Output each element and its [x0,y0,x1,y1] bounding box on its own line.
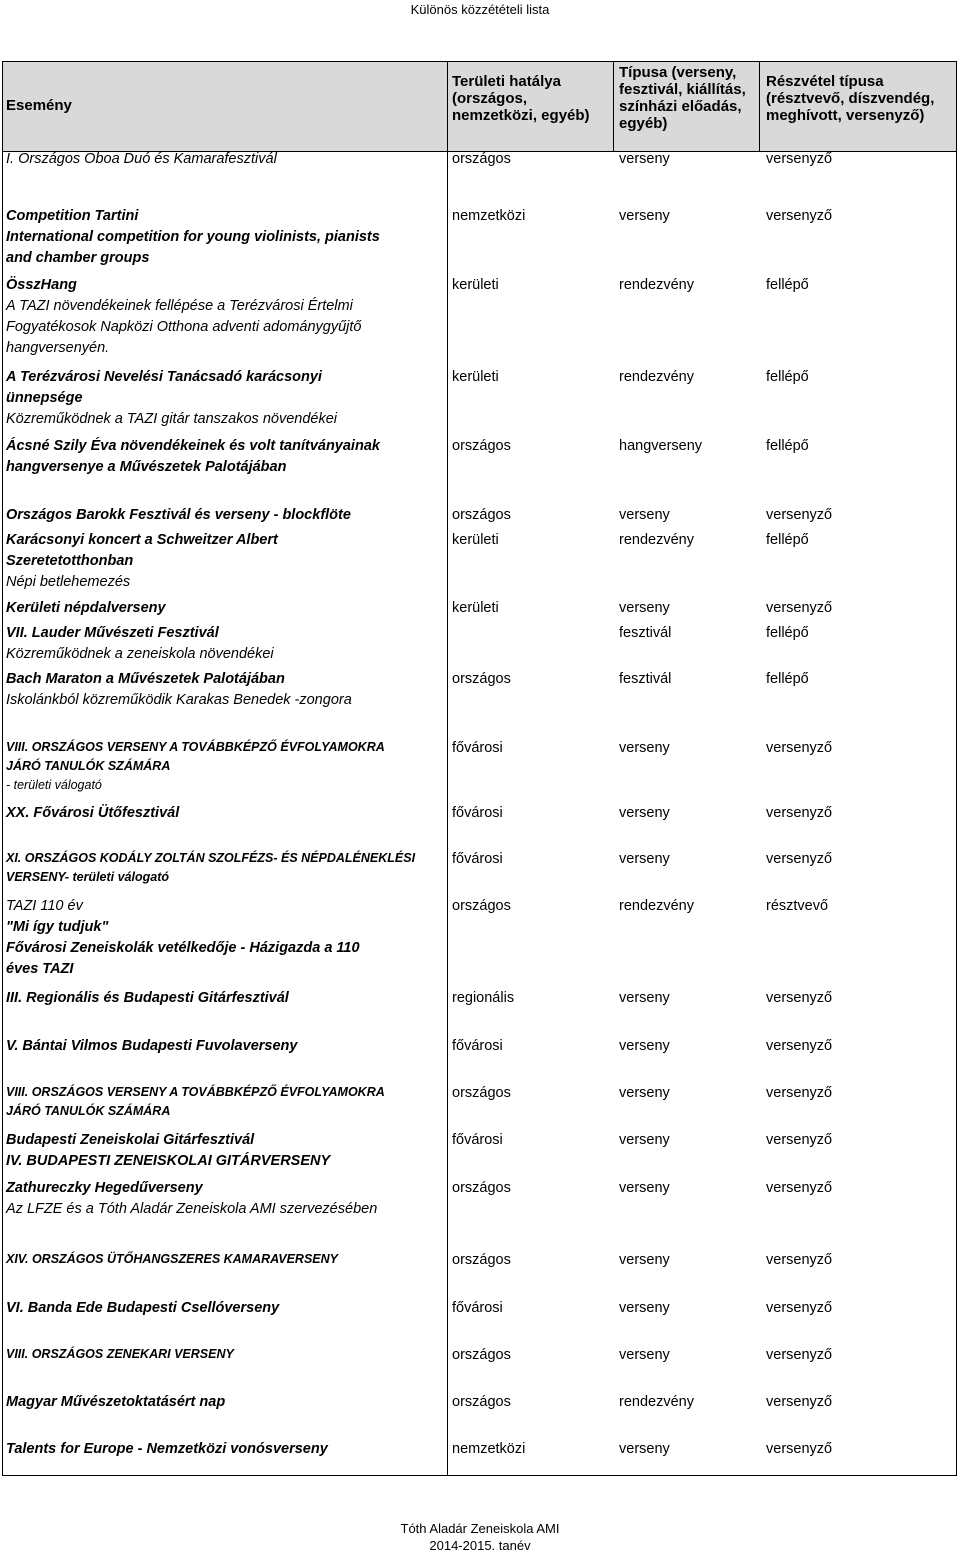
type-cell: verseny [619,1180,670,1196]
participation-cell: fellépő [766,671,809,687]
participation-cell: fellépő [766,532,809,548]
type-cell: verseny [619,1132,670,1148]
type-cell: verseny [619,740,670,756]
event-cell: III. Regionális és Budapesti Gitárfesztivál [6,990,289,1006]
type-cell: verseny [619,1300,670,1316]
header-event: Esemény [6,97,72,114]
participation-cell: versenyző [766,1132,833,1148]
participation-cell: fellépő [766,369,809,385]
event-cell: Kerületi népdalverseny [6,600,166,616]
participation-cell: versenyző [766,990,833,1006]
event-cell: Zathureczky Hegedűverseny Az LFZE és a Tóth Aladár Zeneiskola AMI szervezésében [6,1180,378,1217]
scope-cell: országos [452,1394,511,1410]
event-cell: Ácsné Szily Éva növendékeinek és volt tanítványainak hangversenye a Művészetek Palotájában [6,438,380,475]
event-cell: XIV. ORSZÁGOS ÜTŐHANGSZERES KAMARAVERSENY [6,1252,338,1266]
participation-cell: versenyző [766,1394,833,1410]
event-cell: Budapesti Zeneiskolai Gitárfesztivál IV. BUDAPESTI ZENEISKOLAI GITÁRVERSENY [6,1132,331,1169]
type-cell: verseny [619,1038,670,1054]
participation-cell: versenyző [766,740,833,756]
event-cell: A Terézvárosi Nevelési Tanácsadó karácsonyi ünnepsége Közreműködnek a TAZI gitár tanszakos növendékei [6,369,337,427]
event-cell: Bach Maraton a Művészetek Palotájában Iskolánkból közreműködik Karakas Benedek -zongora [6,671,352,708]
scope-cell: országos [452,1180,511,1196]
scope-cell: kerületi [452,277,499,293]
participation-cell: versenyző [766,1441,833,1457]
scope-cell: fővárosi [452,805,503,821]
event-cell: ÖsszHang A TAZI növendékeinek fellépése a Terézvárosi Értelmi Fogyatékosok Napközi Otthona adventi adománygyűjtő hangversenyén. [6,277,362,356]
footer-year: 2014-2015. tanév [429,1538,531,1553]
type-cell: verseny [619,507,670,523]
event-cell: I. Országos Oboa Duó és Kamarafesztivál [6,151,277,167]
type-cell: verseny [619,600,670,616]
type-cell: fesztivál [619,625,672,641]
type-cell: verseny [619,208,670,224]
type-cell: rendezvény [619,898,694,914]
type-cell: verseny [619,1085,670,1101]
event-cell: XI. ORSZÁGOS KODÁLY ZOLTÁN SZOLFÉZS- ÉS NÉPDALÉNEKLÉSI VERSENY- területi válogató [6,851,416,884]
participation-cell: fellépő [766,438,809,454]
column-divider [447,62,448,1475]
type-cell: rendezvény [619,277,694,293]
header-participation: Részvétel típusa (résztvevő, díszvendég, meghívott, versenyző) [766,73,935,124]
participation-cell: versenyző [766,151,833,167]
event-cell: VIII. ORSZÁGOS VERSENY A TOVÁBBKÉPZŐ ÉVFOLYAMOKRA JÁRÓ TANULÓK SZÁMÁRA [6,1085,385,1118]
event-cell: VIII. ORSZÁGOS VERSENY A TOVÁBBKÉPZŐ ÉVFOLYAMOKRA JÁRÓ TANULÓK SZÁMÁRA - területi válogató [6,740,385,792]
type-cell: verseny [619,1441,670,1457]
participation-cell: fellépő [766,277,809,293]
participation-cell: fellépő [766,625,809,641]
type-cell: fesztivál [619,671,672,687]
scope-cell: regionális [452,990,515,1006]
participation-cell: versenyző [766,1085,833,1101]
participation-cell: versenyző [766,1300,833,1316]
participation-cell: versenyző [766,1252,833,1268]
scope-cell: országos [452,671,511,687]
scope-cell: országos [452,1085,511,1101]
participation-cell: versenyző [766,1180,833,1196]
event-cell: VII. Lauder Művészeti Fesztivál Közreműködnek a zeneiskola növendékei [6,625,274,662]
footer-school: Tóth Aladár Zeneiskola AMI [400,1521,560,1536]
scope-cell: országos [452,438,511,454]
event-cell: TAZI 110 év "Mi így tudjuk" Fővárosi Zeneiskolák vetélkedője - Házigazda a 110 éves TAZI [6,898,360,977]
column-divider [759,62,760,151]
scope-cell: országos [452,898,511,914]
page-title: Különös közzétételi lista [410,2,550,17]
scope-cell: kerületi [452,369,499,385]
scope-cell: kerületi [452,532,499,548]
type-cell: verseny [619,851,670,867]
participation-cell: versenyző [766,851,833,867]
scope-cell: országos [452,507,511,523]
scope-cell: országos [452,151,511,167]
scope-cell: fővárosi [452,1300,503,1316]
type-cell: verseny [619,1252,670,1268]
event-cell: Országos Barokk Fesztivál és verseny - blockflöte [6,507,351,523]
event-cell: XX. Fővárosi Ütőfesztivál [6,805,180,821]
scope-cell: fővárosi [452,1132,503,1148]
header-scope: Területi hatálya (országos, nemzetközi, egyéb) [452,73,590,124]
type-cell: verseny [619,1347,670,1363]
participation-cell: versenyző [766,1347,833,1363]
scope-cell: nemzetközi [452,1441,526,1457]
event-cell: V. Bántai Vilmos Budapesti Fuvolaverseny [6,1038,298,1054]
event-cell: Magyar Művészetoktatásért nap [6,1394,226,1410]
event-cell: Karácsonyi koncert a Schweitzer Albert Szeretetotthonban Népi betlehemezés [6,532,278,590]
scope-cell: országos [452,1252,511,1268]
header-type: Típusa (verseny, fesztivál, kiállítás, színházi előadás, egyéb) [619,64,746,132]
event-cell: VIII. ORSZÁGOS ZENEKARI VERSENY [6,1347,234,1361]
type-cell: rendezvény [619,369,694,385]
column-divider [613,62,614,151]
participation-cell: versenyző [766,208,833,224]
participation-cell: versenyző [766,1038,833,1054]
event-cell: VI. Banda Ede Budapesti Csellóverseny [6,1300,280,1316]
scope-cell: nemzetközi [452,208,526,224]
scope-cell: fővárosi [452,1038,503,1054]
type-cell: hangverseny [619,438,703,454]
type-cell: verseny [619,151,670,167]
scope-cell: fővárosi [452,740,503,756]
event-cell: Talents for Europe - Nemzetközi vonósverseny [6,1441,328,1457]
scope-cell: kerületi [452,600,499,616]
scope-cell: fővárosi [452,851,503,867]
event-cell: Competition Tartini International competition for young violinists, pianists and chamber groups [6,208,380,266]
type-cell: verseny [619,990,670,1006]
participation-cell: versenyző [766,600,833,616]
participation-cell: versenyző [766,507,833,523]
scope-cell: országos [452,1347,511,1363]
type-cell: rendezvény [619,532,694,548]
type-cell: verseny [619,805,670,821]
participation-cell: versenyző [766,805,833,821]
participation-cell: résztvevő [766,898,829,914]
type-cell: rendezvény [619,1394,694,1410]
